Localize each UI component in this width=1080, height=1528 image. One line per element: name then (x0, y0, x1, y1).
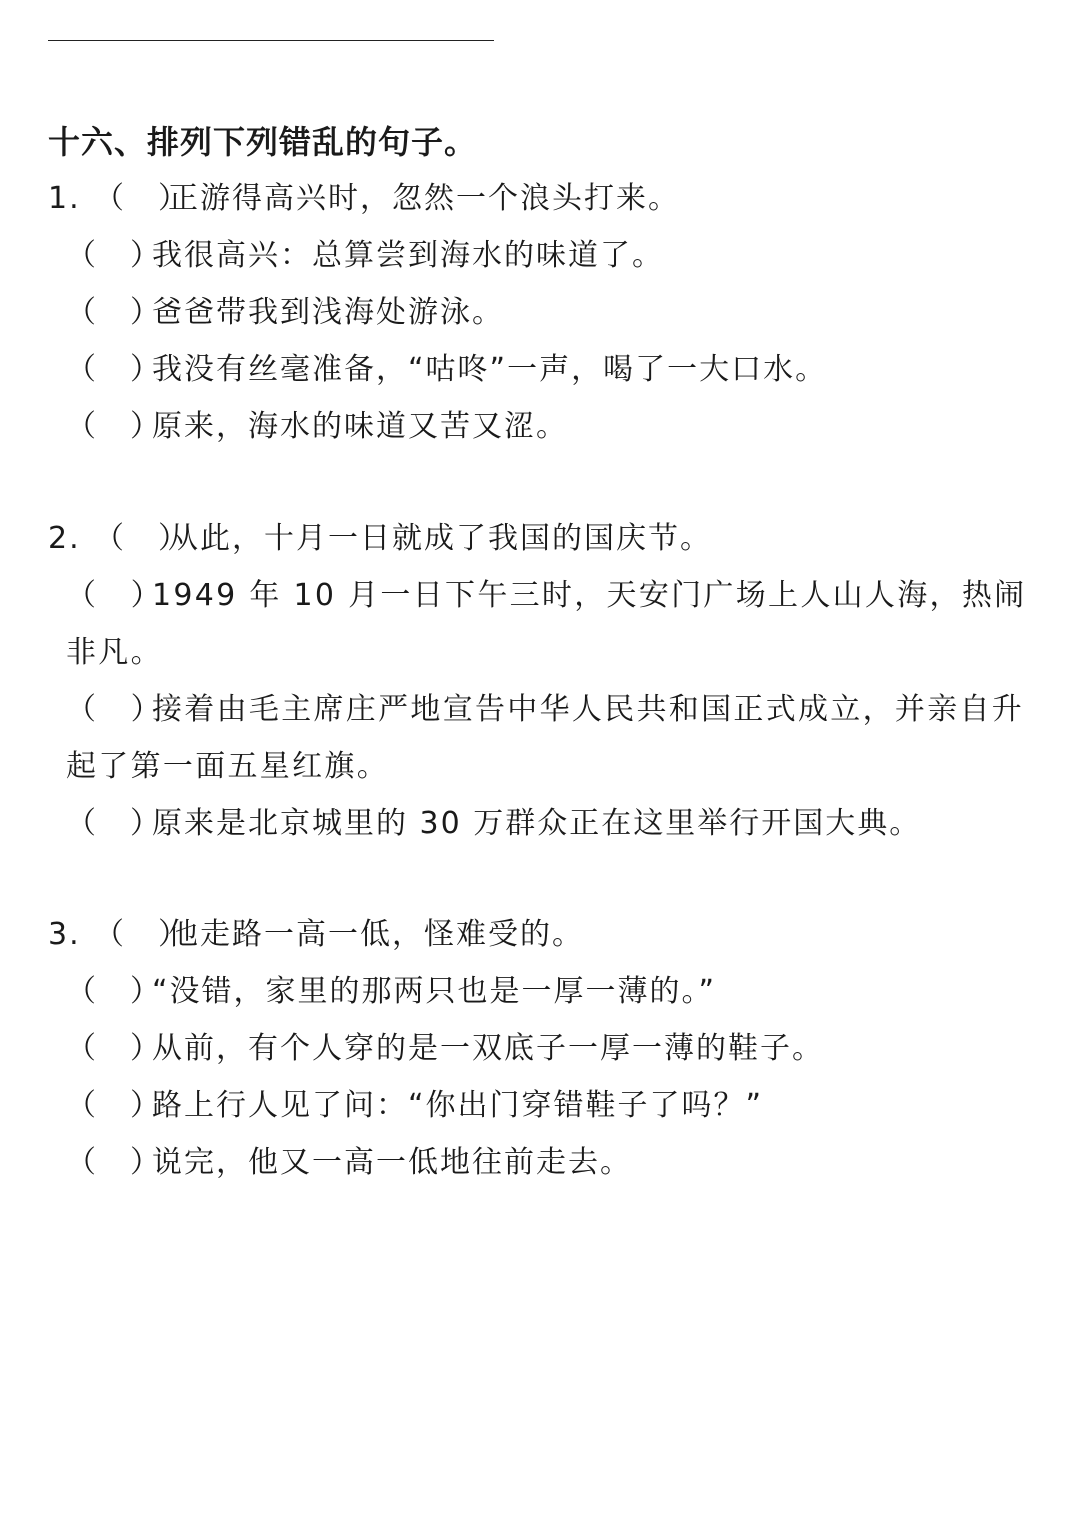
answer-blank[interactable]: （ ） (66, 578, 163, 613)
question-group-3 (48, 906, 1038, 1191)
list-item (48, 681, 1038, 795)
sentence-text: 原来是北京城里的 30 万群众正在这里举行开国大典。 (152, 806, 922, 841)
sentence-text: 从前，有个人穿的是一双底子一厚一薄的鞋子。 (152, 1031, 824, 1066)
list-item (48, 906, 1038, 963)
answer-blank[interactable]: （ ） (94, 521, 190, 556)
list-item (48, 227, 1038, 284)
list-item (48, 510, 1038, 567)
sentence-text: 我很高兴：总算尝到海水的味道了。 (152, 238, 664, 273)
list-item (48, 284, 1038, 341)
sentence-text: 原来，海水的味道又苦又涩。 (152, 409, 568, 444)
sentence-text: 我没有丝毫准备，“咕咚”一声，喝了一大口水。 (152, 352, 828, 387)
list-item (48, 1134, 1038, 1191)
answer-blank[interactable]: （ ） (66, 409, 162, 444)
sentence-text: 他走路一高一低，怪难受的。 (168, 917, 584, 952)
section-title: 十六、排列下列错乱的句子。 (48, 123, 478, 161)
question-number: 1. (48, 181, 81, 216)
sentence-text: “没错，家里的那两只也是一厚一薄的。” (152, 974, 717, 1009)
sentence-text: 从此，十月一日就成了我国的国庆节。 (168, 521, 712, 556)
sentence-text: 爸爸带我到浅海处游泳。 (152, 295, 504, 330)
answer-blank[interactable]: （ ） (66, 692, 163, 727)
list-item (48, 567, 1038, 681)
list-item (48, 963, 1038, 1020)
answer-blank[interactable]: （ ） (66, 352, 162, 387)
list-item (48, 1020, 1038, 1077)
question-group-2 (48, 510, 1038, 852)
list-item (48, 1077, 1038, 1134)
sentence-text: 说完，他又一高一低地往前走去。 (152, 1145, 632, 1180)
answer-blank[interactable]: （ ） (66, 974, 162, 1009)
question-group-1 (48, 170, 1038, 455)
question-number: 2. (48, 521, 81, 556)
list-item (48, 398, 1038, 455)
answer-blank[interactable]: （ ） (66, 238, 162, 273)
sentence-text: 接着由毛主席庄严地宣告中华人民共和国正式成立，并亲自升起了第一面五星红旗。 (66, 692, 1025, 784)
sentence-text: 1949 年 10 月一日下午三时，天安门广场上人山人海，热闹非凡。 (66, 578, 1027, 670)
answer-blank[interactable]: （ ） (66, 1088, 162, 1123)
sentence-text: 路上行人见了问：“你出门穿错鞋子了吗？” (152, 1088, 764, 1123)
sentence-text: 正游得高兴时，忽然一个浪头打来。 (168, 181, 680, 216)
list-item (48, 341, 1038, 398)
answer-blank[interactable]: （ ） (66, 1145, 162, 1180)
answer-blank[interactable]: （ ） (94, 181, 190, 216)
answer-blank[interactable]: （ ） (66, 295, 162, 330)
answer-blank[interactable]: （ ） (94, 917, 190, 952)
list-item (48, 795, 1038, 852)
answer-blank[interactable]: （ ） (66, 1031, 162, 1066)
list-item (48, 170, 1038, 227)
top-divider (48, 40, 494, 41)
question-number: 3. (48, 917, 81, 952)
answer-blank[interactable]: （ ） (66, 806, 162, 841)
